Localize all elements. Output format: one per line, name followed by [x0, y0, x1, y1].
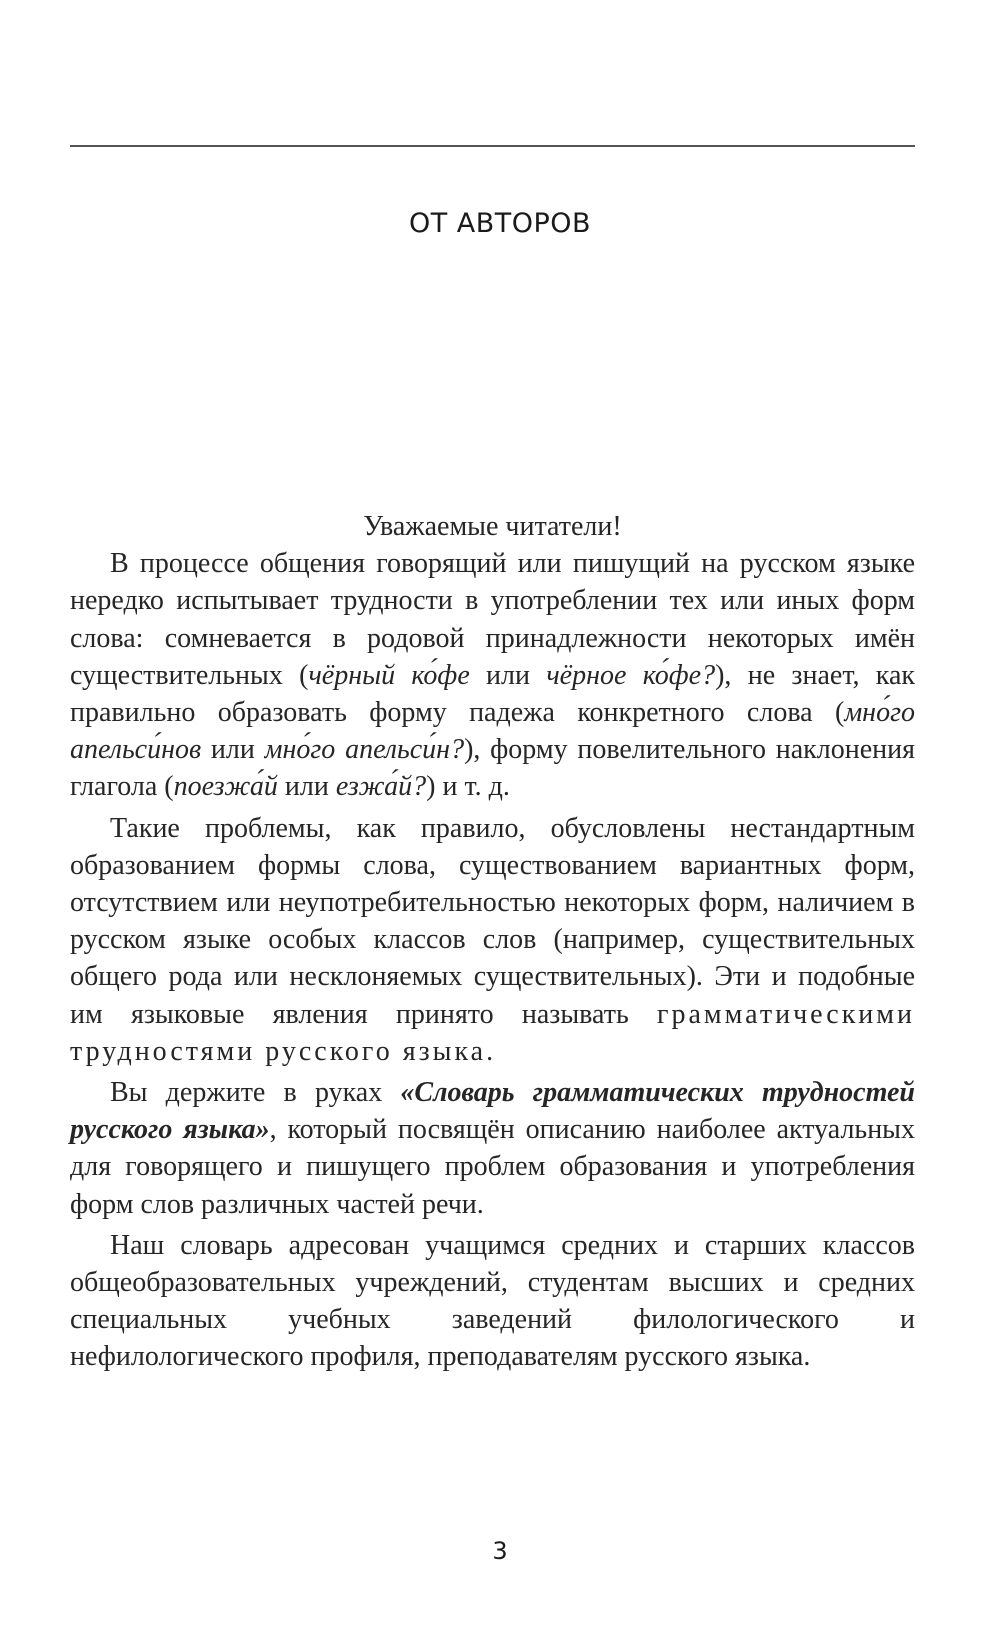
paragraph-2-text-1: Такие проблемы, как правило, обусловлены нестандартным образованием формы слова, существованием вариантных форм, отсутствием или неупотребительностью некоторых форм, наличием в русском языке особых классов слов (например, существительных общего рода или несклоняемых существительных). Эти и подобные им языковые явления принято называть — [70, 812, 915, 1030]
page-number: 3 — [492, 1537, 508, 1565]
paragraph-1-text-1: В процессе общения говорящий или пишущий на русском языке нередко испытывает трудности в употреблении тех или иных форм слова: сомневается в родовой принадлежности некоторых имён существительных ( — [70, 548, 915, 691]
header-rule — [70, 145, 915, 147]
example-black-coffee-neut: чёрное ко́фе? — [546, 659, 716, 691]
dictionary-title: «Словарь грамматических трудностей русского языка» — [70, 1077, 916, 1146]
paragraph-1-text-4: или — [201, 734, 265, 766]
paragraph-1-text-2: или — [469, 659, 547, 691]
paragraph-3-text-2: , который посвящён описанию наиболее актуальных для говорящего и пишущего проблем образования и употребления форм слов различных частей речи. — [70, 1114, 915, 1220]
example-many-orange: мно́го апельси́н? — [264, 734, 465, 766]
grammatical-difficulties-term: грамматическими трудностями русского языка — [70, 998, 915, 1067]
paragraph-3-text-1: Вы держите в руках — [110, 1077, 401, 1109]
paragraph-1 — [70, 545, 915, 805]
paragraph-2-text-2: . — [486, 1035, 494, 1067]
paragraph-1-text-7: ) и т. д. — [426, 771, 510, 803]
paragraph-1-text-3: ), не знает, как правильно образовать форму падежа конкретного слова ( — [70, 659, 915, 729]
example-poezzhai: поезжа́й — [173, 771, 278, 803]
example-ezzhai: езжа́й? — [335, 771, 427, 803]
paragraph-4: Наш словарь адресован учащимся средних и старших классов общеобразовательных учреждений, студентам высших и средних специальных учебных заведений филологического и нефилологического профиля, преподавателям русского языка. — [70, 1229, 915, 1373]
paragraph-2 — [70, 810, 915, 1070]
body-text — [70, 508, 915, 1378]
greeting: Уважаемые читатели! — [363, 511, 622, 542]
example-many-oranges: мно́го апельси́нов — [70, 697, 915, 766]
example-black-coffee-masc: чёрный ко́фе — [308, 659, 470, 691]
paragraph-1-text-6: или — [277, 771, 336, 803]
paragraph-3 — [70, 1074, 915, 1223]
paragraph-1-text-5: ), форму повелительного наклонения глагола ( — [70, 734, 915, 803]
section-title: ОТ АВТОРОВ — [408, 208, 592, 239]
